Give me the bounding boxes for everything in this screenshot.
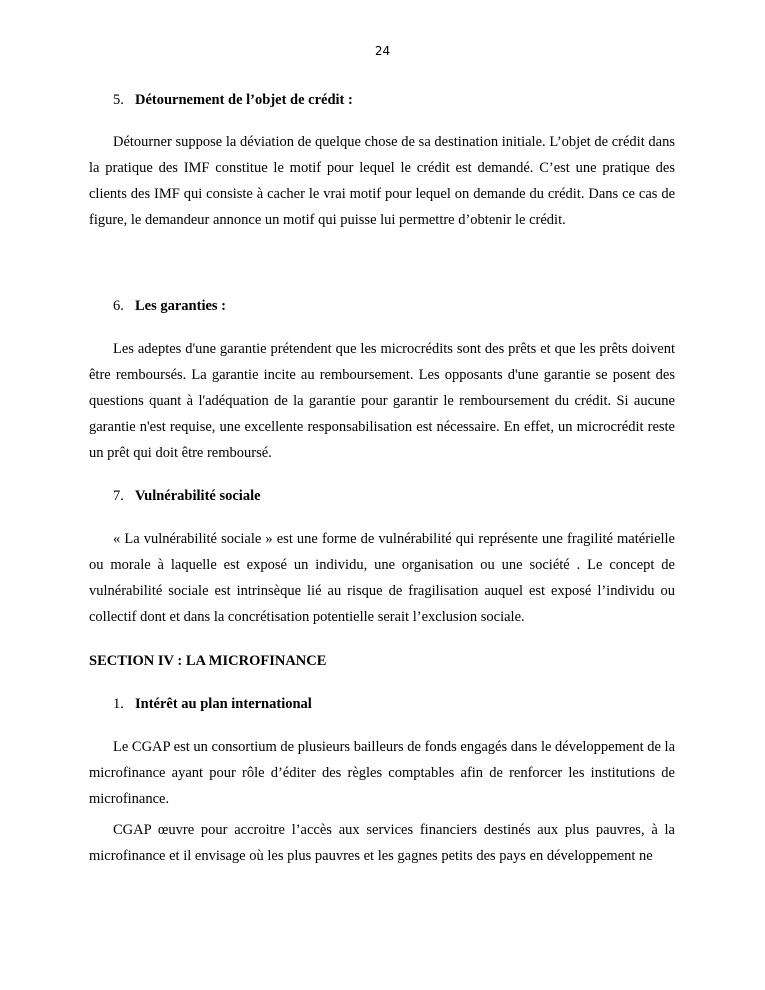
heading-garanties: [113, 297, 226, 315]
heading-title: Les garanties :: [135, 298, 227, 314]
heading-number: 7.: [113, 488, 124, 504]
paragraph-vulnerabilite: « La vulnérabilité sociale » est une forme de vulnérabilité qui représente une fragilité matérielle ou morale à laquelle est exposé un individu, une organisation ou une société . Le concept de vulnérabilité sociale est intrinsèque lié au risque de fragilisation auquel est exposé l’individu ou collectif dont et dans la concrétisation potentielle serait l’exclusion sociale.: [89, 531, 675, 625]
section-heading: SECTION IV : LA MICROFINANCE: [89, 653, 327, 669]
heading-vulnerabilite: [113, 487, 261, 505]
paragraph-garanties: Les adeptes d'une garantie prétendent que les microcrédits sont des prêts et que les prêts doivent être remboursés. La garantie incite au remboursement. Les opposants d'une garantie se posent des questions quant à l'adéquation de la garantie pour garantir le remboursement du crédit. Si aucune garantie n'est requise, une excellente responsabilisation est nécessaire. En effet, un microcrédit reste un prêt qui doit être remboursé.: [89, 341, 675, 461]
heading-interet-international: [113, 695, 312, 713]
heading-title: Vulnérabilité sociale: [135, 488, 261, 504]
heading-detournement: [113, 91, 353, 109]
heading-title: Détournement de l’objet de crédit :: [135, 92, 353, 108]
heading-number: 1.: [113, 696, 124, 712]
heading-number: 5.: [113, 92, 124, 108]
paragraph-cgap-acces: CGAP œuvre pour accroitre l’accès aux services financiers destinés aux plus pauvres, à la microfinance et il envisage où les plus pauvres et les gagnes petits des pays en développement ne: [89, 822, 675, 864]
heading-number: 6.: [113, 298, 124, 314]
paragraph-detournement: Détourner suppose la déviation de quelque chose de sa destination initiale. L’objet de crédit dans la pratique des IMF constitue le motif pour lequel le crédit est demandé. C’est une pratique des clients des IMF qui consiste à cacher le vrai motif pour lequel on demande du crédit. Dans ce cas de figure, le demandeur annonce un motif qui puisse lui permettre d’obtenir le crédit.: [89, 134, 675, 228]
page-number: 24: [374, 44, 391, 58]
paragraph-cgap-consortium: Le CGAP est un consortium de plusieurs bailleurs de fonds engagés dans le développement de la microfinance ayant pour rôle d’éditer des règles comptables afin de renforcer les institutions de microfinance.: [89, 739, 676, 807]
heading-title: Intérêt au plan international: [135, 696, 312, 712]
